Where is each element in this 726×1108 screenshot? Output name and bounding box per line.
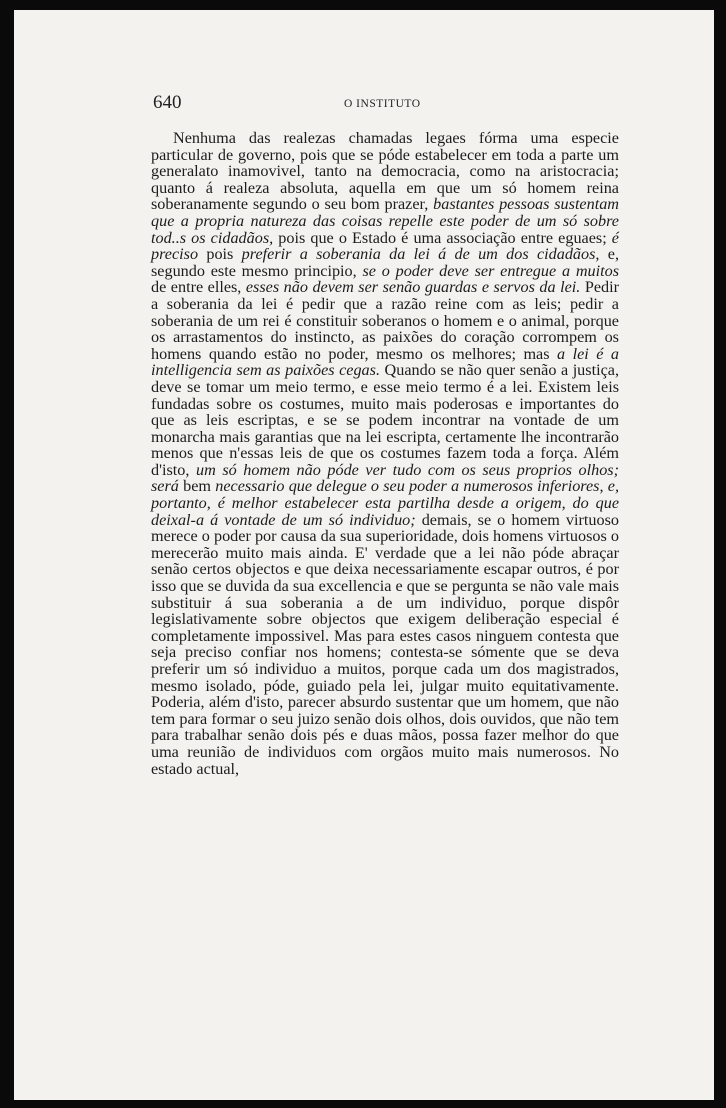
italic-text-run: esses não devem ser senão guardas e servos da lei.: [245, 278, 581, 297]
italic-text-run: se o poder deve ser entregue a muitos: [362, 261, 619, 280]
text-run: pois: [198, 245, 242, 264]
text-run: de entre elles,: [151, 278, 246, 297]
page-number: 640: [153, 92, 182, 113]
text-run: Pedir a soberania da lei é pedir que a razão reine com as leis; pedir a soberania de um rei é constituir soberanos o homem e o animal, porque os arrastamentos do instincto, as paixões do coração corrompem os homens quando estão no poder, mesmo os melhores; mas: [151, 278, 620, 363]
document-page: [14, 10, 714, 1100]
text-run: pois que o Estado é uma associação entre eguaes;: [273, 228, 612, 247]
text-run: Quando se não quer senão a justiça, deve se tomar um meio termo, e esse meio termo é a lei. Existem leis fundadas sobre os costumes, muito mais poderosas e importantes do que as leis escriptas, e se se podem incontrar na vontade de um monarcha mais garantias que na lei escripta, certamente lhe incontrarão menos que n'essas leis de que os costumes fazem toda a força. Além d'isto,: [151, 361, 619, 479]
italic-text-run: bastantes pessoas sustentam que a propria natureza das coisas repelle este poder de um só sobre tod..s os cidadãos,: [151, 195, 619, 247]
text-run: Nenhuma das realezas chamadas legaes fórma uma especie particular de governo, pois que se póde estabelecer em toda a parte um generalato inamovivel, tanto na democracia, como na aristocracia; quanto á realeza absoluta, aquella em que um só homem reina soberanamente segundo o seu bom prazer,: [151, 129, 619, 214]
italic-text-run: necessario que delegue o seu poder a numerosos inferiores, e, portanto, é melhor estabelecer esta partilha desde a origem, do que deixal-a á vontade de um só individuo;: [151, 477, 619, 529]
text-run: bem: [178, 477, 216, 496]
italic-text-run: preferir a soberania da lei á de um dos cidadãos,: [241, 245, 600, 264]
text-run: e, segundo este mesmo principio,: [151, 245, 619, 280]
text-run: demais, se o homem virtuoso merece o poder por causa da sua superioridade, dois homens virtuosos o merecerão muito mais ainda. E' verdade que a lei não póde abraçar senão certos objectos e que deixa necessariamente escapar outros, é por isso que se duvida da sua excellencia e que se pergunta se não vale mais substituir á sua soberania a de um individuo, porque dispôr legislativamente sobre objectos que exigem deliberação especial é completamente impossivel. Mas para estes casos ninguem contesta que seja preciso confiar nos homens; contesta-se sómente que se deva preferir um só individuo a muitos, porque cada um dos magistrados, mesmo isolado, póde, guiado pela lei, julgar muito equitativamente. Poderia, além d'isto, parecer absurdo sustentar que um homem, que não tem para formar o seu juizo senão dois olhos, dois ouvidos, que não tem para trabalhar senão dois pés e duas mãos, possa fazer melhor do que uma reunião de individuos com orgãos muito mais numerosos. No estado actual,: [151, 510, 619, 778]
running-head: O INSTITUTO: [344, 98, 421, 110]
italic-text-run: a lei é a intelligencia sem as paixões cegas.: [151, 344, 619, 380]
italic-text-run: um só homem não póde ver tudo com os seus proprios olhos; será: [151, 460, 619, 496]
body-paragraph: [151, 130, 619, 777]
italic-text-run: é preciso: [151, 228, 619, 264]
